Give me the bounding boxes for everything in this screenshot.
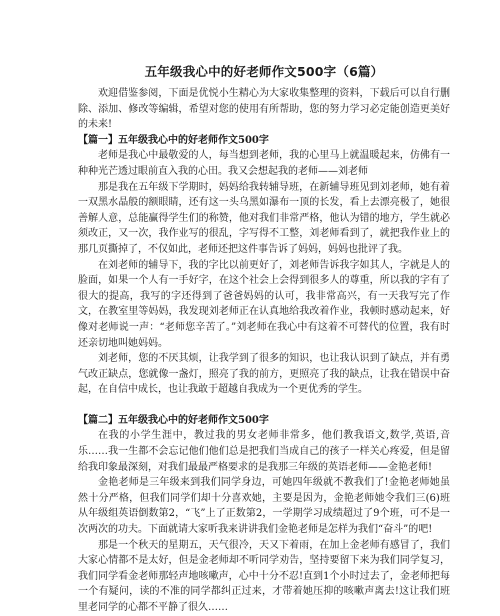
section-1-paragraph: 在刘老师的辅导下，我的字比以前更好了，刘老师告诉我字如其人，字就是人的脸面，如果一个人有一手好字，在这个社会上会得到很多人的尊重，所以我的字有了很大的提高，我写的字还得到了爸爸妈妈的认可，我非常高兴，有一天我写完了作文，在教室里等妈妈，我发现刘老师正在认真地给我改着作业，我顿时感动起来，好像对老师说一声：“老师您辛苦了。”刘老师在我心中有这着不可替代的位置，我有时还亲切地叫她妈妈。 [78,259,450,349]
document-title: 五年级我心中的好老师作文500字（6篇） [144,64,384,79]
section-1-paragraph: 老师是我心中最敬爱的人，每当想到老师，我的心里马上就温暖起来，仿佛有一种种光芒透过眼前直入我的心田。我又会想起我的老师——刘老师 [78,150,450,177]
document-body [78,86,450,616]
section-gap [78,398,450,413]
section-1-heading: 【篇一】五年级我心中的好老师作文500字 [78,134,269,146]
intro-paragraph: 欢迎借鉴参阅，下面是优悦小生精心为大家收集整理的资料，下载后可以自行删除、添加、修改等编辑，希望对您的使用有所帮助，您的努力学习必定能创造更美好的未来! [78,88,450,131]
section-1-paragraph: 那是我在五年级下学期时，妈妈给我转辅导班，在新辅导班见到刘老师，她有着一双黑水晶般的额眼睛，还有这一头乌黑如瀑布一顶的长发，看上去漂亮极了，她很善解人意，总能赢得学生们的称赞，他对我们非常严格，他认为错的地方，学生就必须改正，又一次，我作业写的很乱，字写得不工整，刘老师看到了，就把我作业上的那几页撕掉了，不仅如此，老师还把这件事告诉了妈妈，妈妈也批评了我。 [78,181,450,255]
section-1-paragraph: 刘老师，您的不厌其烦，让我学到了很多的知识，也让我认识到了缺点，并有勇气改正缺点，您就像一盏灯，照亮了我的前方，更照亮了我的缺点，让我在错误中奋起，在自信中成长，也让我敢于超越自我成为一个更优秀的学生。 [78,353,450,396]
section-2-paragraph: 在我的小学生涯中，教过我的男女老师非常多，他们教我语文,数学,英语,音乐……我一生都不会忘记他们他们总是把我们当成自己的孩子一样关心疼爱，但是留给我印象最深刻，对我们最最严格要求的是我那三年级的英语老师——金艳老师! [78,430,450,473]
section-2-heading: 【篇二】五年级我心中的好老师作文500字 [78,414,269,426]
section-2-paragraph: 金艳老师是三年级来到我们同学身边，可她四年级就不教我们了!金艳老师她虽然十分严格，但我们同学们却十分喜欢她，主要是因为，金艳老师她令我们三(6)班从年级组英语倒数第2，“飞”上了正数第2，一学期学习成绩超过了9个班，可不是一次两次的功夫。下面就请大家听我来讲讲我们金艳老师是怎样为我们“奋斗”的吧! [78,477,450,536]
section-2-paragraph: 那是一个秋天的星期五，天气很冷，天又下着雨，在加上金老师有感冒了，我们大家心情都不是太好，但是金老师却不听同学劝告，坚持要留下来为我们同学复习，我们同学看金老师那轻声地咳嗽声，心中十分不忍!直到1个小时过去了，金老师把每一个有疑问，读的不准的同学都纠正过来，才带着她压抑的咳嗽声离去!这让我们班里老同学的心都不平静了很久…… [78,539,450,613]
